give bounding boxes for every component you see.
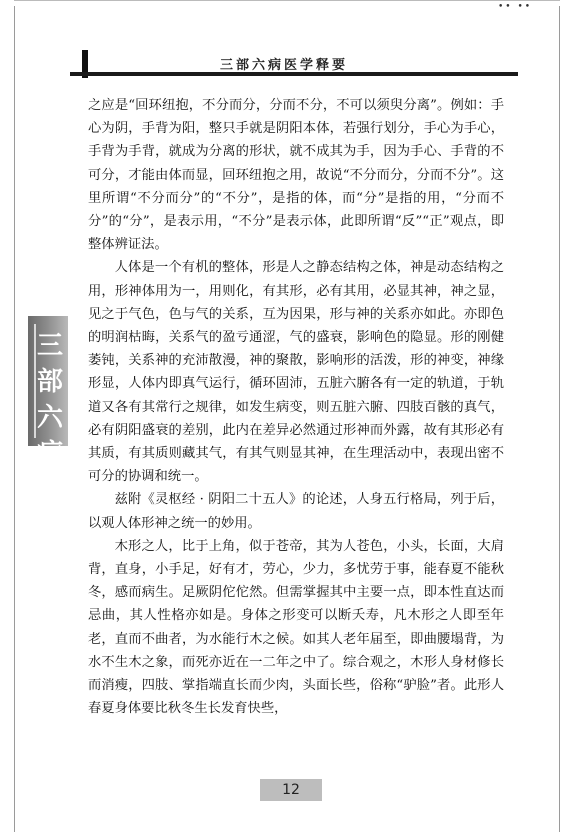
running-header-title: 三部六病医学释要 bbox=[220, 58, 349, 73]
paragraph: 人体是一个有机的整体，形是人之静态结构之体，神是动态结构之用，形神体用为一，用则化，有其形，必有其用，必显其神，神之显，见之于气色，色与气的关系，互为因果，形与神的关系亦如此。亦即色的明润枯晦，关系气的盈亏通涩，气的盛衰，影响色的隐显。形的刚健萎钝，关系神的充沛散漫，神的聚散，影响形的活泼，形的神变，神缘形显，人体内即真气运行，循环固沛，五脏六腑各有一定的轨道，于轨道又各有其常行之规律，如发生病变，则五脏六腑、四肢百骸的真气，必有阴阳盛衰的差别，此内在差异必然通过形神而外露，故有其形必有其质，有其质则藏其气，有其气则显其神，在生理活动中，表现出密不可分的协调和统一。 bbox=[88, 260, 504, 485]
corner-mark: •• •• bbox=[498, 2, 533, 12]
chapter-side-tab bbox=[28, 316, 68, 469]
paragraph: 兹附《灵枢经 · 阴阳二十五人》的论述，人身五行格局，列于后，以观人体形神之统一的妙用。 bbox=[88, 492, 504, 531]
paragraph: 木形之人，比于上角，似于苍帝，其为人苍色，小头，长面，大肩背，直身，小手足，好有才，劳心，少力，多忧劳于事，能春夏不能秋冬，感而病生。足厥阴佗佗然。但需掌握其中主要一点，即本性直达而忌曲，其人性格亦如是。身体之形变可以断夭寿，凡木形之人即至年老，直而不曲者，为水能行木之候。如其人老年届至，即曲腰塌背，为水不生木之象，而死亦近在一二年之中了。综合观之，木形人身材修长而消瘦，四肢、掌指端直长而少肉，头面长些，俗称“驴脸”者。此形人春夏身体要比秋冬生长发育快些， bbox=[88, 538, 504, 717]
page-number: 12 bbox=[282, 782, 300, 798]
side-tab-label: 三部六病 bbox=[37, 331, 64, 469]
page-number-box bbox=[260, 779, 322, 801]
body-text bbox=[88, 94, 504, 720]
paragraph: 之应是“回环纽抱，不分而分，分而不分，不可以须臾分离”。例如：手心为阴，手背为阳，整只手就是阴阳本体，若强行划分，手心为手心，手背为手背，就成为分离的形状，就不成其为手，因为手心、手背的不可分，才能由体而显，回环纽抱之用，故说“不分而分，分而不分”。这里所谓“不分而分”的“不分”，是指的体，而“分”是指的用，“分而不分”的“分”，是表示用，“不分”是表示体，此即所谓“反”“正”观点，即整体辨证法。 bbox=[88, 98, 504, 253]
